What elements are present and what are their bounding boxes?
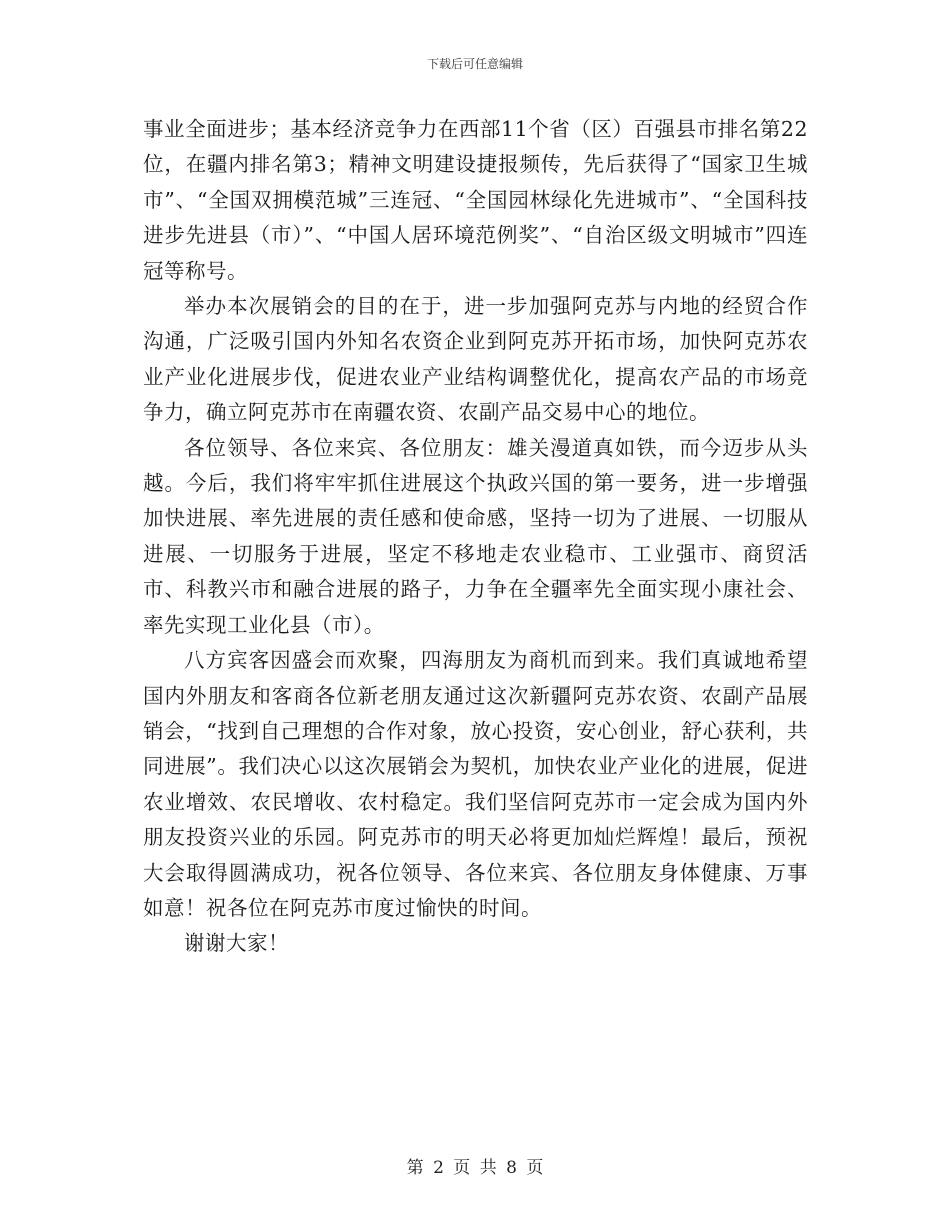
paragraph-5-closing: 谢谢大家！ xyxy=(184,931,289,956)
paragraph-4: 八方宾客因盛会而欢聚，四海朋友为商机而到来。我们真诚地希望国内外朋友和客商各位新老朋友通过这次新疆阿克苏农资、农副产品展销会，“找到自己理想的合作对象，放心投资，安心创业，舒心获利，共同进展”。我们决心以这次展销会为契机，加快农业产业化的进展，促进农业增效、农民增收、农村稳定。我们坚信阿克苏市一定会成为国内外朋友投资兴业的乐园。阿克苏市的明天必将更加灿烂辉煌！最后，预祝大会取得圆满成功，祝各位领导、各位来宾、各位朋友身体健康、万事如意！祝各位在阿克苏市度过愉快的时间。 xyxy=(143,648,808,920)
document-body xyxy=(143,112,808,962)
paragraph-3: 各位领导、各位来宾、各位朋友：雄关漫道真如铁，而今迈步从头越。今后，我们将牢牢抓住进展这个执政兴国的第一要务，进一步增强加快进展、率先进展的责任感和使命感，坚持一切为了进展、一切服从进展、一切服务于进展，坚定不移地走农业稳市、工业强市、商贸活市、科教兴市和融合进展的路子，力争在全疆率先全面实现小康社会、率先实现工业化县（市）。 xyxy=(143,435,808,637)
paragraph-2: 举办本次展销会的目的在于，进一步加强阿克苏与内地的经贸合作沟通，广泛吸引国内外知名农资企业到阿克苏开拓市场，加快阿克苏农业产业化进展步伐，促进农业产业结构调整优化，提高农产品的市场竞争力，确立阿克苏市在南疆农资、农副产品交易中心的地位。 xyxy=(143,294,808,425)
page-number: 第 2 页 共 8 页 xyxy=(406,1158,544,1178)
page-header-note: 下载后可任意编辑 xyxy=(426,57,523,71)
paragraph-1: 事业全面进步；基本经济竞争力在西部11个省（区）百强县市排名第22位，在疆内排名第3；精神文明建设捷报频传，先后获得了“国家卫生城市”、“全国双拥模范城”三连冠、“全国园林绿化先进城市”、“全国科技进步先进县（市）”、“中国人居环境范例奖”、“自治区级文明城市”四连冠等称号。 xyxy=(143,117,808,283)
